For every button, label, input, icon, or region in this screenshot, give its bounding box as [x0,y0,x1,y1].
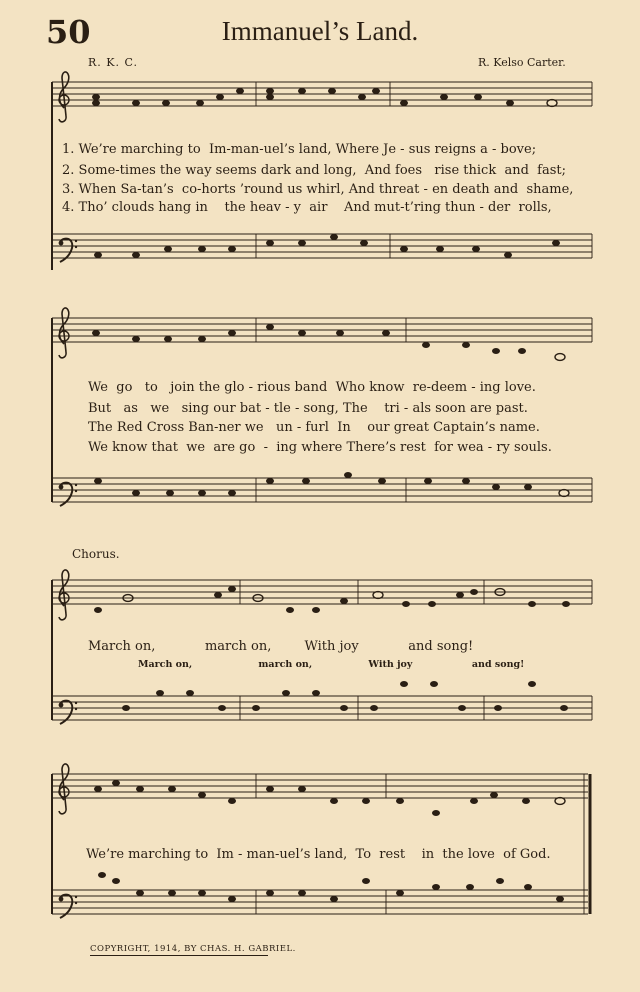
chorus-label: Chorus. [72,547,120,561]
copyright-notice: COPYRIGHT, 1914, BY CHAS. H. GABRIEL. [90,944,296,954]
page-number: 50 [46,13,91,51]
verse-4-line-2: We know that we are go - ing where There’s rest for wea - ry souls. [88,440,552,455]
hymn-title: Immanuel’s Land. [221,16,419,46]
verse-3-line: 3. When Sa-tan’s co-horts ’round us whirl, And threat - en death and shame, [62,182,574,197]
verse-4-line: 4. Tho’ clouds hang in the heav - y air And mut-t’ring thun - der rolls, [62,200,552,215]
verse-2-line: 2. Some-times the way seems dark and long, And foes rise thick and fast; [62,163,567,178]
verse-3-line-2: The Red Cross Ban-ner we un - furl In our great Captain’s name. [88,420,540,435]
verse-1-line: 1. We’re marching to Im-man-uel’s land, Where Je - sus reigns a - bove; [62,142,537,157]
copyright-underline [90,955,268,956]
chorus-lyrics: March on, march on, With joy and song! [88,639,474,654]
music-composer: R. Kelso Carter. [478,56,566,69]
verse-2-line-2: But as we sing our bat - tle - song, The tri - als soon are past. [88,401,528,416]
words-author: R. K. C. [88,56,139,69]
chorus-echo-lyrics: March on, march on, With joy and song! [138,659,525,670]
verse-1-line-2: We go to join the glo - rious band Who know re-deem - ing love. [88,380,536,395]
refrain-lyrics: We’re marching to Im - man-uel’s land, To rest in the love of God. [86,847,551,862]
